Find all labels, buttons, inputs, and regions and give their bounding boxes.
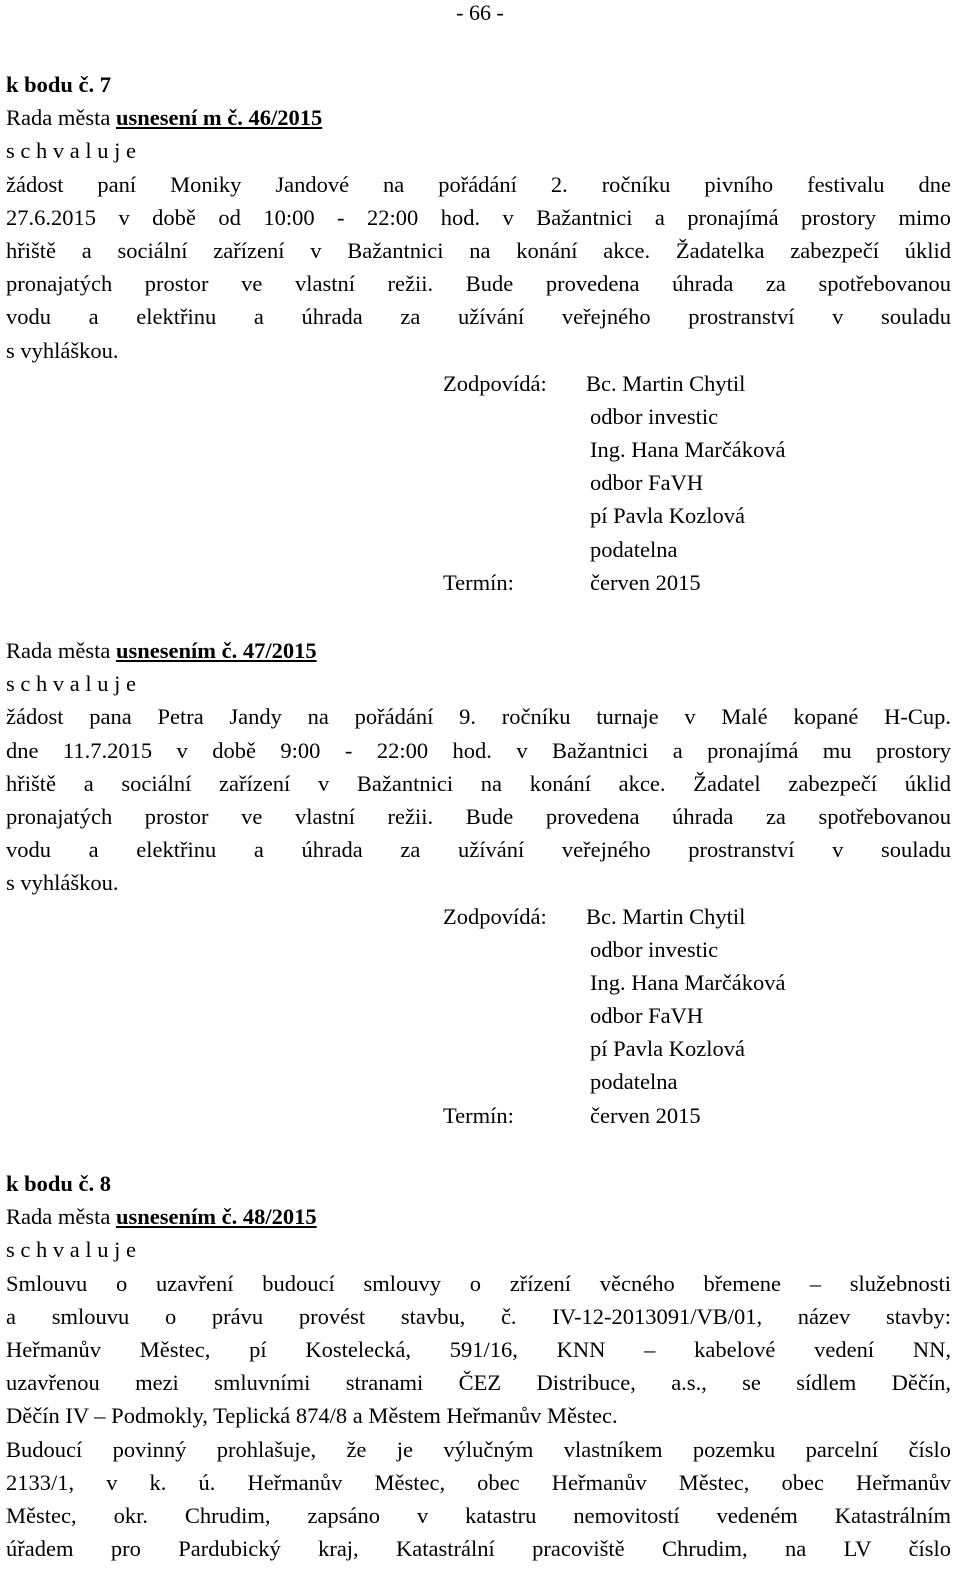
responsible-row <box>6 966 951 999</box>
deadline-value: červen 2015 <box>590 569 701 595</box>
responsible-row <box>6 933 951 966</box>
resolution-prefix: Rada města <box>6 1204 116 1230</box>
body-line: s vyhláškou. <box>6 337 119 363</box>
body-line: pronajatých prostor ve vlastní režii. Bude provedena úhrada za spotřebovanou <box>6 803 951 829</box>
resolution-line <box>6 101 951 134</box>
responsible-person: Bc. Martin Chytil <box>586 903 746 929</box>
body-line: žádost paní Moniky Jandové na pořádání 2. ročníku pivního festivalu dne <box>6 171 951 197</box>
body-line: vodu a elektřinu a úhrada za užívání veřejného prostranství v souladu <box>6 304 951 330</box>
deadline-row <box>6 566 951 599</box>
body-line: 27.6.2015 v době od 10:00 - 22:00 hod. v Bažantnici a pronajímá prostory mimo <box>6 204 951 230</box>
responsible-row <box>6 499 951 532</box>
section-resolution-47 <box>6 634 951 1132</box>
responsible-person: pí Pavla Kozlová <box>590 503 745 529</box>
responsible-person: pí Pavla Kozlová <box>590 1036 745 1062</box>
section-bod-8 <box>6 1167 951 1565</box>
body-line: uzavřenou mezi smluvními stranami ČEZ Distribuce, a.s., se sídlem Děčín, <box>6 1370 951 1396</box>
resolution-ref: usnesením č. 47/2015 <box>115 638 317 663</box>
body-line: úřadem pro Pardubický kraj, Katastrální pracoviště Chrudim, na LV číslo <box>6 1536 951 1562</box>
resolution-line <box>6 634 951 667</box>
section-heading: k bodu č. 7 <box>6 72 112 97</box>
deadline-label: Termín: <box>443 1102 514 1128</box>
deadline-label: Termín: <box>443 569 514 595</box>
body-line: a smlouvu o právu provést stavbu, č. IV-12-2013091/VB/01, název stavby: <box>6 1303 951 1329</box>
page-number: - 66 - <box>456 0 504 25</box>
body-line: dne 11.7.2015 v době 9:00 - 22:00 hod. v Bažantnici a pronajímá mu prostory <box>6 737 951 763</box>
responsible-department: odbor investic <box>590 403 719 429</box>
responsible-label: Zodpovídá: <box>443 370 547 396</box>
responsible-label: Zodpovídá: <box>443 903 547 929</box>
body-line: 2133/1, v k. ú. Heřmanův Městec, obec Heřmanův Městec, obec Heřmanův <box>6 1469 951 1495</box>
body-line: Děčín IV – Podmokly, Teplická 874/8 a Městem Heřmanův Městec. <box>6 1403 618 1429</box>
responsible-department: odbor investic <box>590 936 719 962</box>
responsible-row <box>6 433 951 466</box>
responsible-row <box>6 400 951 433</box>
responsible-person: Bc. Martin Chytil <box>586 370 746 396</box>
responsible-row <box>6 466 951 499</box>
body-line: hřiště a sociální zařízení v Bažantnici na konání akce. Žadatelka zabezpečí úklid <box>6 237 951 263</box>
responsible-department: odbor FaVH <box>590 470 704 496</box>
body-line: Městec, okr. Chrudim, zapsáno v katastru nemovitostí vedeném Katastrálním <box>6 1502 951 1528</box>
body-line: Heřmanův Městec, pí Kostelecká, 591/16, KNN – kabelové vedení NN, <box>6 1336 951 1362</box>
responsible-person: Ing. Hana Marčáková <box>590 437 786 463</box>
body-line: s vyhláškou. <box>6 870 119 896</box>
responsible-row <box>6 1065 951 1098</box>
deadline-value: červen 2015 <box>590 1102 701 1128</box>
resolution-ref: usnesením č. 48/2015 <box>115 1204 317 1230</box>
body-line: vodu a elektřinu a úhrada za užívání veřejného prostranství v souladu <box>6 837 951 863</box>
resolution-verb: s c h v a l u j e <box>6 671 136 697</box>
body-line: Smlouvu o uzavření budoucí smlouvy o zřízení věcného břemene – služebnosti <box>6 1270 951 1296</box>
responsible-row <box>6 533 951 566</box>
body-line: pronajatých prostor ve vlastní režii. Bude provedena úhrada za spotřebovanou <box>6 271 951 297</box>
body-line: hřiště a sociální zařízení v Bažantnici na konání akce. Žadatel zabezpečí úklid <box>6 770 951 796</box>
resolution-verb: s c h v a l u j e <box>6 138 136 164</box>
resolution-prefix: Rada města <box>6 105 116 131</box>
responsible-row <box>6 999 951 1032</box>
responsible-person: Ing. Hana Marčáková <box>590 969 786 995</box>
resolution-prefix: Rada města <box>6 638 116 663</box>
responsible-department: podatelna <box>590 536 678 562</box>
section-heading: k bodu č. 8 <box>6 1171 112 1196</box>
responsible-department: odbor FaVH <box>590 1003 704 1029</box>
responsible-row <box>6 367 951 400</box>
section-bod-7 <box>6 68 951 599</box>
deadline-row <box>6 1099 951 1132</box>
responsible-row <box>6 1032 951 1065</box>
responsible-row <box>6 900 951 933</box>
body-line: žádost pana Petra Jandy na pořádání 9. ročníku turnaje v Malé kopané H-Cup. <box>6 704 951 730</box>
resolution-verb: s c h v a l u j e <box>6 1237 136 1263</box>
resolution-ref: usnesení m č. 46/2015 <box>115 105 323 131</box>
resolution-line <box>6 1200 951 1233</box>
responsible-department: podatelna <box>590 1069 678 1095</box>
body-line: Budoucí povinný prohlašuje, že je výlučným vlastníkem pozemku parcelní číslo <box>6 1436 951 1462</box>
